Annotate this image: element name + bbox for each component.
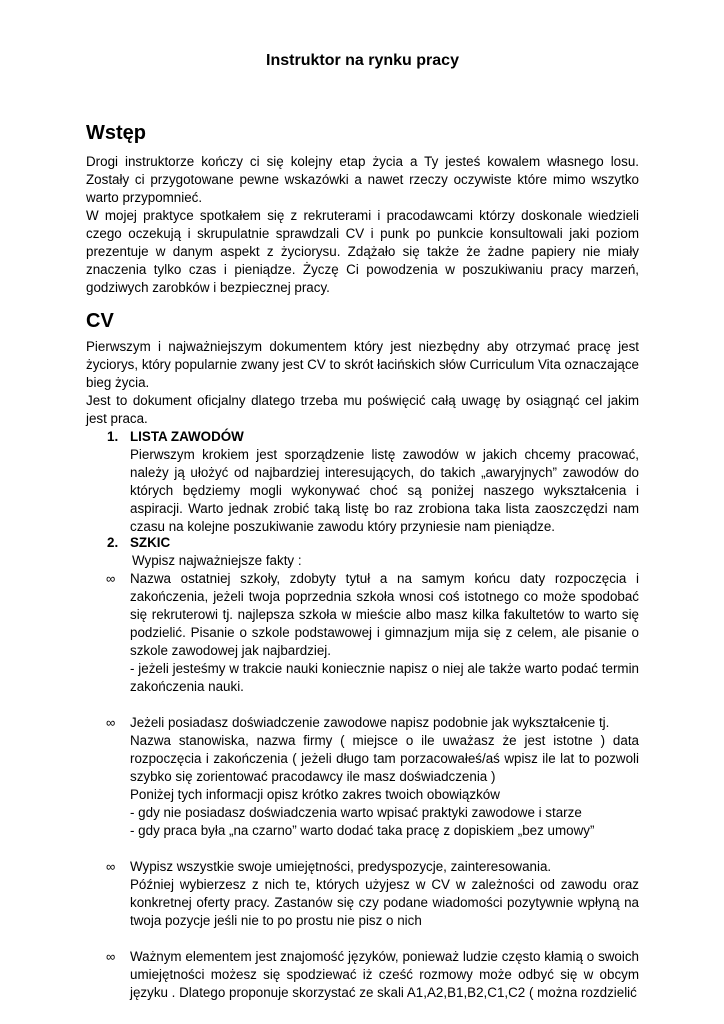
list-item-1-text: Pierwszym krokiem jest sporządzenie listę zawodów w jakich chcemy pracować, należy ją ułożyć od najbardziej interesujących, do takich „awaryjnych” zawodów do których będziemy mogli wykonywać choć są poniżej naszego wykształcenia i aspiracji. Warto jednak zrobić taką listę bo raz zrobiona taka lista zaoszczędzi nam czasu na kolejne poszukiwanie zawodu który przyniesie nam pieniądze.	[130, 447, 639, 534]
bullet-item-3-body	[130, 858, 639, 930]
intro-paragraph-2	[86, 207, 639, 297]
bullet-line: Później wybierzesz z nich te, których użyjesz w CV w zależności od zawodu oraz konkretnej oferty pracy. Zastanów się czy podane wiadomości pozytywnie wpłyną na twoja pozycje jeśli nie to po prostu nie pisz o nich	[130, 877, 639, 928]
list-item-2-body	[132, 552, 641, 570]
document-title: Instruktor na rynku pracy	[266, 52, 459, 69]
heading-intro: Wstęp	[86, 122, 146, 144]
bullet-line: Wypisz wszystkie swoje umiejętności, predyspozycje, zainteresowania.	[130, 859, 552, 874]
list-item-label: SZKIC	[130, 535, 171, 550]
bullet-line: - gdy praca była „na czarno” warto dodać taka pracę z dopiskiem „bez umowy”	[130, 823, 595, 838]
cv-paragraph-1	[86, 338, 639, 392]
bullet-item-1-body	[130, 570, 639, 696]
bullet-line: - jeżeli jesteśmy w trakcie nauki koniecznie napisz o niej ale także warto podać termin zakończenia nauki.	[130, 661, 639, 694]
bullet-line: Jeżeli posiadasz doświadczenie zawodowe napisz podobnie jak wykształcenie tj.	[130, 715, 610, 730]
infinity-bullet-icon: ∞	[106, 715, 116, 730]
list-item-1-body	[130, 446, 639, 536]
bullet-line: Ważnym elementem jest znajomość języków, ponieważ ludzie często kłamią o swoich umiejętności możesz się spodziewać iż cześć rozmowy może odbyć się w obcym języku . Dlatego proponuje skorzystać ze skali A1,A2,B1,B2,C1,C2 ( można rozdzielić	[130, 949, 639, 1000]
bullet-line: Nazwa ostatniej szkoły, zdobyty tytuł a na samym końcu daty rozpoczęcia i zakończenia, jeżeli twoja poprzednia szkoła wnosi coś istotnego co może spodobać się rekruterowi tj. najlepsza szkoła w mieście albo masz kilka fakultetów to warto się podzielić. Pisanie o szkole podstawowej i gimnazjum mija się z celem, ale pisanie o szkole zawodowej jak najbardziej.	[130, 571, 639, 658]
heading-cv: CV	[86, 310, 114, 332]
intro-text-1: Drogi instruktorze kończy ci się kolejny etap życia a Ty jesteś kowalem własnego losu. Zostały ci przygotowane pewne wskazówki a nawet rzeczy oczywiste które mimo wszytko warto przypomnieć.	[86, 154, 639, 205]
cv-paragraph-2	[86, 392, 639, 428]
infinity-bullet-icon: ∞	[106, 949, 116, 964]
bullet-line: - gdy nie posiadasz doświadczenia warto wpisać praktyki zawodowe i starze	[130, 805, 582, 820]
infinity-bullet-icon: ∞	[106, 571, 116, 586]
list-item-2-text: Wypisz najważniejsze fakty :	[132, 553, 302, 568]
intro-text-2: W mojej praktyce spotkałem się z rekruterami i pracodawcami którzy doskonale wiedzieli czego oczekują i skrupulatnie sprawdzali CV i punk po punkcie konsultowali jaki poziom prezentuje w danym aspekt z życiorysu. Zdążało się także że żadne papiery nie miały znaczenia tylko czas i pieniądze. Życzę Ci powodzenia w poszukiwaniu pracy marzeń, godziwych zarobków i bezpiecznej pracy.	[86, 208, 639, 295]
infinity-bullet-icon: ∞	[106, 859, 116, 874]
list-item-label: LISTA ZAWODÓW	[130, 429, 244, 444]
cv-text-2: Jest to dokument oficjalny dlatego trzeba mu poświęcić całą uwagę by osiągnąć cel jakim jest praca.	[86, 393, 639, 426]
intro-paragraph-1	[86, 153, 639, 207]
cv-text-1: Pierwszym i najważniejszym dokumentem który jest niezbędny aby otrzymać pracę jest życiorys, który popularnie zwany jest CV to skrót łacińskich słów Curriculum Vita oznaczające bieg życia.	[86, 339, 639, 390]
bullet-line: Poniżej tych informacji opisz krótko zakres twoich obowiązków	[130, 787, 500, 802]
list-item-number: 2.	[107, 535, 119, 550]
list-item-number: 1.	[107, 429, 119, 444]
bullet-item-4-body	[130, 948, 639, 1002]
bullet-line: Nazwa stanowiska, nazwa firmy ( miejsce o ile uważasz że jest istotne ) data rozpoczęcia i zakończenia ( jeżeli długo tam porzacowałeś/aś wpisz ile lat to pozwoli szybko się zorientować pracodawcy ile masz doświadczenia )	[130, 733, 639, 784]
bullet-item-2-body	[130, 714, 639, 840]
